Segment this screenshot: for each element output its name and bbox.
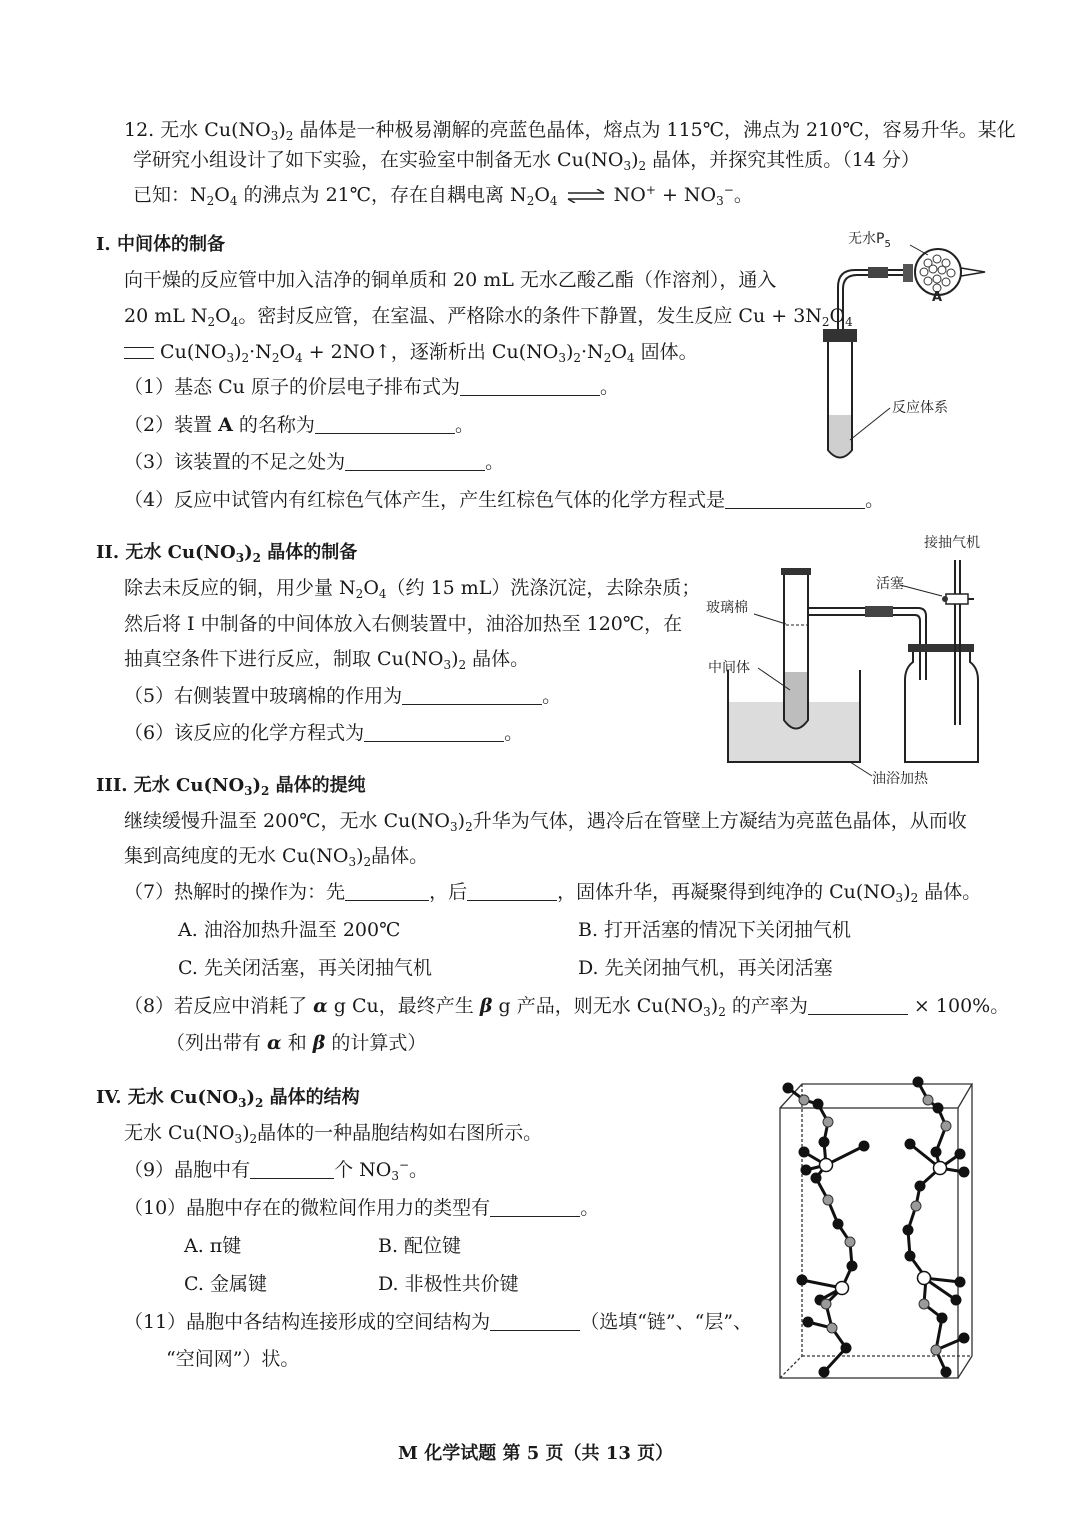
question-4: （4）反应中试管内有红棕色气体产生，产生红棕色气体的化学方程式是 。 (124, 489, 885, 511)
answer-blank-1[interactable] (460, 377, 600, 396)
answer-blank-3[interactable] (345, 452, 485, 471)
answer-blank-7a[interactable] (345, 882, 429, 901)
q7-option-d[interactable]: D. 先关闭抽气机，再关闭活塞 (578, 957, 833, 979)
section-2-heading: II. 无水 $Cu(NO_3)_2$ 晶体的制备 (96, 542, 358, 565)
answer-blank-10[interactable] (490, 1198, 580, 1217)
label-valve: 活塞 (876, 576, 904, 592)
question-1: （1）基态 Cu 原子的价层电子排布式为 。 (124, 376, 619, 398)
section-4-heading: IV. 无水 $Cu(NO_3)_2$ 晶体的结构 (96, 1087, 360, 1110)
answer-blank-11[interactable] (490, 1312, 580, 1331)
s2-paragraph-line2: 然后将 I 中制备的中间体放入右侧装置中，油浴加热至 120℃，在 (124, 613, 683, 635)
answer-blank-7b[interactable] (467, 882, 557, 901)
question-12-intro-line1: 12. 无水 $Cu(NO_3)_2$ 晶体是一种极易潮解的亮蓝色晶体，熔点为 115℃，沸点为 210℃，容易升华。某化 (124, 119, 1016, 143)
label-device-a: A (932, 290, 943, 305)
s3-paragraph-line2: 集到高纯度的无水 $Cu(NO_3)_2$晶体。 (124, 845, 429, 869)
answer-blank-8[interactable] (808, 996, 908, 1015)
equilibrium-arrow-icon (564, 189, 608, 203)
s1-paragraph-line2: 20 mL $N_2O_4$。密封反应管，在室温、严格除水的条件下静置，发生反应 $Cu + 3N_2O_4$ (124, 305, 853, 329)
label-glass-wool: 玻璃棉 (706, 600, 748, 616)
label-oil-bath: 油浴加热 (872, 771, 928, 787)
s4-paragraph-line1: 无水 $Cu(NO_3)_2$晶体的一种晶胞结构如右图所示。 (124, 1122, 543, 1146)
unit-cell-figure (768, 1060, 988, 1385)
question-7: （7）热解时的操作为：先 ，后 ，固体升华，再凝聚得到纯净的 $Cu(NO_3)_2$ 晶体。 (124, 881, 982, 905)
q7-option-a[interactable]: A. 油浴加热升温至 200℃ (178, 919, 401, 941)
s2-paragraph-line1: 除去未反应的铜，用少量 $N_2O_4$（约 15 mL）洗涤沉淀，去除杂质； (124, 577, 701, 601)
answer-blank-2[interactable] (315, 415, 455, 434)
known-condition: 已知：$N_2O_4$ 的沸点为 21℃，存在自耦电离 $N_2O_4$ $NO^+ + NO_3^-$。 (133, 183, 753, 208)
label-p2o5: 无水$P_5$ (848, 231, 891, 250)
equals-arrow-icon (124, 347, 154, 359)
s3-paragraph-line1: 继续缓慢升温至 200℃，无水 $Cu(NO_3)_2$升华为气体，遇冷后在管壁上方凝结为亮蓝色晶体，从而收 (124, 810, 967, 834)
label-pump: 接抽气机 (924, 535, 980, 551)
question-5: （5）右侧装置中玻璃棉的作用为 。 (124, 685, 562, 707)
s1-paragraph-line1: 向干燥的反应管中加入洁净的铜单质和 20 mL 无水乙酸乙酯（作溶剂），通入 (124, 269, 777, 291)
s2-paragraph-line3: 抽真空条件下进行反应，制取 $Cu(NO_3)_2$ 晶体。 (124, 648, 530, 672)
question-8: （8）若反应中消耗了 α g Cu，最终产生 β g 产品，则无水 $Cu(NO_3)_2$ 的产率为 × 100%。 (124, 995, 1010, 1019)
answer-blank-9[interactable] (250, 1160, 334, 1179)
question-9: （9）晶胞中有 个 $NO_3^-$。 (124, 1158, 429, 1183)
label-intermediate: 中间体 (708, 660, 750, 676)
question-11: （11）晶胞中各结构连接形成的空间结构为 （选填“链”、“层”、 (124, 1311, 753, 1333)
reaction-apparatus-figure (810, 225, 1000, 470)
section-1-heading: I. 中间体的制备 (96, 234, 225, 255)
answer-blank-6[interactable] (364, 723, 504, 742)
q7-option-b[interactable]: B. 打开活塞的情况下关闭抽气机 (578, 919, 852, 941)
section-3-heading: III. 无水 $Cu(NO_3)_2$ 晶体的提纯 (96, 775, 366, 798)
answer-blank-4[interactable] (725, 490, 865, 509)
q10-option-c[interactable]: C. 金属键 (184, 1273, 267, 1295)
question-3: （3）该装置的不足之处为 。 (124, 451, 505, 473)
question-10: （10）晶胞中存在的微粒间作用力的类型有 。 (124, 1197, 600, 1219)
label-reaction-system: 反应体系 (892, 400, 948, 416)
question-6: （6）该反应的化学方程式为 。 (124, 722, 524, 744)
answer-blank-5[interactable] (402, 686, 542, 705)
page-footer: M 化学试题 第 5 页（共 13 页） (398, 1443, 674, 1464)
q8-note: （列出带有 α 和 β 的计算式） (166, 1032, 427, 1054)
s1-paragraph-line3: $Cu(NO_3)_2\cdot N_2O_4$ + 2NO↑，逐渐析出 $Cu(NO_3)_2\cdot N_2O_4$ 固体。 (124, 339, 698, 365)
question-12-intro-line2: 学研究小组设计了如下实验，在实验室中制备无水 $Cu(NO_3)_2$ 晶体，并探究其性质。（14 分） (133, 149, 920, 173)
q10-option-d[interactable]: D. 非极性共价键 (378, 1273, 519, 1295)
q10-option-a[interactable]: A. π键 (184, 1235, 242, 1257)
q11-continuation: “空间网”）状。 (166, 1348, 300, 1370)
q7-option-c[interactable]: C. 先关闭活塞，再关闭抽气机 (178, 957, 432, 979)
question-2: （2）装置 A 的名称为 。 (124, 414, 474, 436)
q10-option-b[interactable]: B. 配位键 (378, 1235, 462, 1257)
